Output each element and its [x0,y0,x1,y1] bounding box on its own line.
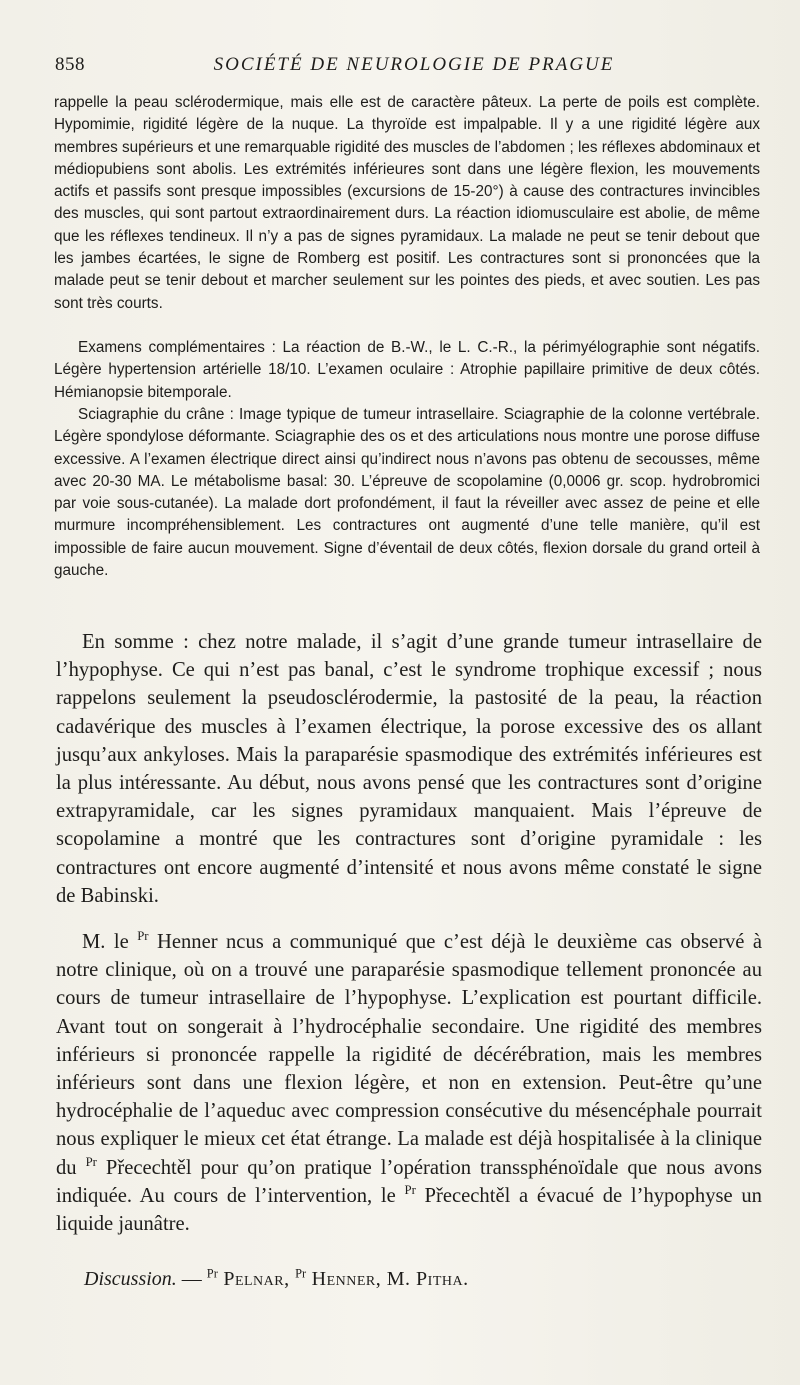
page-number: 858 [55,54,85,75]
sciagraphy-paragraph: Sciagraphie du crâne : Image typique de tumeur intrasellaire. Sciagraphie de la colonne vertébrale. Légère spondylose déformante. Sciagraphie des os et des articulations nous montre une porose diffuse excessive. A l’examen électrique direct ainsi qu’indirect nous n’avons pas obtenu de secousses, même avec 20-30 MA. Le métabolisme basal: 30. L’épreuve de scopolamine (0,0006 gr. scop. hydrobromici par voie sous-cutanée). La malade dort profondément, il faut la réveiller avec assez de peine et elle murmure incompréhensiblement. Les contractures ont augmenté d’une telle manière, qu’il est impossible de faire aucun mouvement. Signe d’éventail de deux côtés, flexion dorsale du grand orteil à gauche. [54,406,760,580]
henner-body-1: Henner ncus a communiqué que c’est déjà le deuxième cas observé à notre clinique, où on a trouvé une paraparésie spasmodique tellement prononcée au cours de tumeur intrasellaire de l’hypophyse. L’explication est pourtant difficile. Avant tout on songerait à l’hydrocéphalie secondaire. Une rigidité des membres inférieurs si prononcée rappelle la rigidité de décérébration, mais les membres inférieurs sont dans une flexion légère, et non en extension. Peut-être qu’une hydrocéphalie de l’aqueduc avec compression consécutive du mésencéphale pourrait nous expliquer le mieux cet état étrange. La malade est déjà hospitalisée à la clinique du [56,931,762,1179]
complementary-exams-paragraph: Examens complémentaires : La réaction de B.-W., le L. C.-R., la périmyélographie sont négatifs. Légère hypertension artérielle 18/10. L’examen oculaire : Atrophie papillaire primitive de deux côtés. Hémianopsie bitemporale. [54,339,760,401]
title-abbrev: Pr [206,1266,218,1281]
case-description-paragraph: rappelle la peau sclérodermique, mais elle est de caractère pâteux. La perte de poils est complète. Hypomimie, rigidité légère de la nuque. La thyroïde est impalpable. Il y a une rigidité légère aux membres supérieurs et une remarquable rigidité des muscles de l’abdomen ; les réflexes abdominaux et médiopubiens sont abolis. Les extrémités inférieures sont dans une légère flexion, les mouvements actifs et passifs sont presque impossibles (excursions de 15-20°) à cause des contractures invincibles des muscles, qui sont partout extraordinairement durs. La réaction idiomusculaire est abolie, de même que les réflexes tendineux. Il n’y a pas de signes pyramidaux. La malade ne peut se tenir debout que les jambes écartées, le signe de Romberg est positif. Les contractures sont si prononcées que la malade peut se tenir debout et marcher seulement sur les pointes des pieds, et avec soutien. Les pas sont très courts. [54,94,760,312]
discussion-dash: — [176,1268,207,1290]
title-abbrev: Pr [295,1266,307,1281]
henner-body-3: Přecechtěl a évacué de l’hypophyse un liquide jaunâtre. [56,1184,762,1236]
title-abbrev: Pr [137,929,149,944]
henner-paragraph [56,928,762,1238]
discussion-line [84,1268,469,1291]
participant-pelnar: Pelnar, [217,1268,296,1290]
title-abbrev: Pr [85,1154,97,1169]
henner-body-2: Přecechtěl pour qu’on pratique l’opération transsphénoïdale que nous avons indiquée. Au cours de l’intervention, le [56,1156,762,1207]
participant-henner: Henner, [306,1268,387,1290]
discussion-label: Discussion. [84,1268,177,1290]
page-header [55,54,755,80]
summary-paragraph: En somme : chez notre malade, il s’agit d’une grande tumeur intrasellaire de l’hypophyse. Ce qui n’est pas banal, c’est le syndrome trophique excessif ; nous rappelons seulement la pseudosclérodermie, la pastosité de la peau, la réaction cadavérique des muscles à l’examen électrique, la porose excessive des os allant jusqu’aux ankyloses. Mais la paraparésie spasmodique des extrémités inférieures est la plus intéressante. Au début, nous avons pensé que les contractures sont d’origine extrapyramidale, car les signes pyramidaux manquaient. Mais l’épreuve de scopolamine a montré que les contractures sont d’origine pyramidale : les contractures ont encore augmenté d’intensité et nous avons même constaté le signe de Babinski. [56,631,762,907]
henner-prefix: M. le [82,931,138,953]
running-title: SOCIÉTÉ DE NEUROLOGIE DE PRAGUE [213,54,615,75]
participant-pitha: M. Pitha. [386,1268,469,1290]
title-abbrev: Pr [404,1182,416,1197]
